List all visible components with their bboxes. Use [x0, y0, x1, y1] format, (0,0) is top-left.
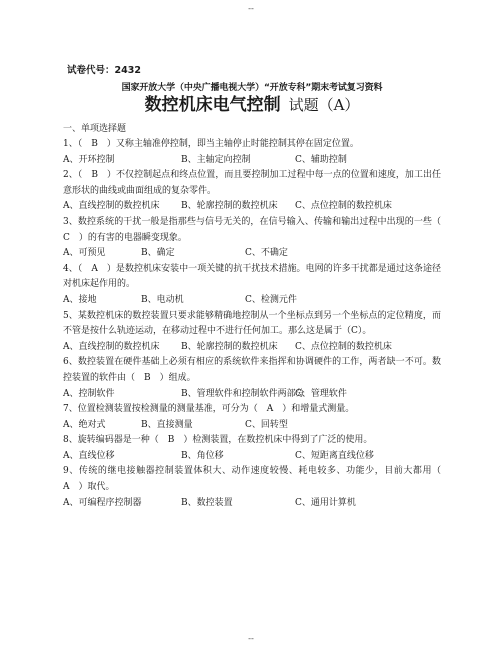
question-text: 9、传统的继电接触器控制装置体积大、动作速度较慢、耗电较多、功能少，目前大都用（ A ）取代。	[63, 466, 451, 493]
section-heading: 一、单项选择题	[63, 124, 127, 134]
option-a: A、控制软件	[63, 388, 115, 399]
question-text: 6、数控装置在硬件基础上必须有相应的系统软件来指挥和协调硬件的工作，两者缺一不可。数控装置的软件由（ B ）组成。	[63, 357, 441, 383]
option-a: A、直线控制的数控机床	[63, 201, 160, 212]
option-a: A、接地	[63, 294, 97, 305]
option-row	[63, 153, 441, 169]
option-c: C、不确定	[245, 248, 288, 259]
option-row	[63, 418, 441, 434]
exam-title	[63, 95, 441, 115]
option-b: B、直接测量	[141, 419, 193, 430]
option-b: B、轮廓控制的数控机床	[181, 201, 278, 212]
question-text: 1、（ B ）又称主轴准停控制，即当主轴停止时能控制其停在固定位置。	[63, 139, 359, 149]
option-b: B、数控装置	[181, 497, 233, 508]
title-main: 数控机床电气控制	[144, 95, 281, 115]
option-c: C、点位控制的数控机床	[295, 201, 392, 212]
option-a: A、可编程序控制器	[63, 497, 142, 508]
question-text: 5、某数控机床的数控装置只要求能够精确地控制从一个坐标点到另一个坐标点的定位精度，而不管是按什么轨迹运动，在移动过程中不进行任何加工。那么这是属于（C）。	[63, 310, 441, 337]
option-row	[63, 246, 441, 262]
option-c: C、通用计算机	[295, 497, 356, 508]
question-text: 8、旋转编码器是一种（ B ）检测装置，在数控机床中得到了广泛的使用。	[63, 435, 373, 446]
exam-page	[63, 62, 451, 511]
question-text: 2、（ B ）不仅控制起点和终点位置，而且要控制加工过程中每一点的位置和速度，加工出任意形状的曲线或曲面组成的复杂零件。	[63, 170, 441, 196]
option-row	[63, 199, 441, 215]
option-row	[63, 449, 441, 465]
option-a: A、开环控制	[63, 154, 115, 165]
option-b: B、角位移	[181, 450, 224, 461]
option-c: C、回转型	[245, 419, 288, 430]
question-list	[63, 137, 451, 511]
option-c: C、管理软件	[295, 388, 347, 399]
option-row	[63, 387, 441, 403]
question-text: 3、数控系统的干扰一般是指那些与信号无关的，在信号输入、传输和输出过程中出现的一些（ C ）的有害的电器瞬变现象。	[63, 216, 451, 243]
page-mark-top: --	[248, 4, 254, 13]
question-text: 7、位置检测装置按检测量的测量基准，可分为（ A ）和增量式测量。	[63, 404, 355, 415]
exam-code: 试卷代号：2432	[67, 65, 141, 76]
option-b: B、轮廓控制的数控机床	[181, 341, 278, 352]
option-c: C、检测元件	[245, 294, 297, 305]
question-text: 4、（ A ）是数控机床安装中一项关键的抗干扰技术措施。电网的许多干扰都是通过这条途径对机床起作用的。	[63, 263, 441, 290]
option-row	[63, 340, 441, 356]
option-b: B、主轴定向控制	[181, 154, 251, 165]
option-c: C、点位控制的数控机床	[295, 341, 392, 352]
option-c: C、辅助控制	[295, 154, 347, 165]
option-b: B、电动机	[141, 294, 184, 305]
option-a: A、绝对式	[63, 419, 106, 430]
option-b: B、确定	[141, 248, 175, 259]
option-row	[63, 293, 441, 309]
page-mark-bottom: --	[248, 634, 254, 643]
option-row	[63, 496, 441, 512]
option-c: C、短距离直线位移	[295, 450, 374, 461]
school-header: 国家开放大学（中央广播电视大学）“开放专科”期末考试复习资料	[121, 83, 383, 93]
option-a: A、直线控制的数控机床	[63, 341, 160, 352]
option-a: A、直线位移	[63, 450, 115, 461]
option-b: B、管理软件和控制软件两部分	[181, 388, 305, 399]
title-sub: 试题（A）	[288, 96, 360, 114]
option-a: A、可预见	[63, 248, 106, 259]
